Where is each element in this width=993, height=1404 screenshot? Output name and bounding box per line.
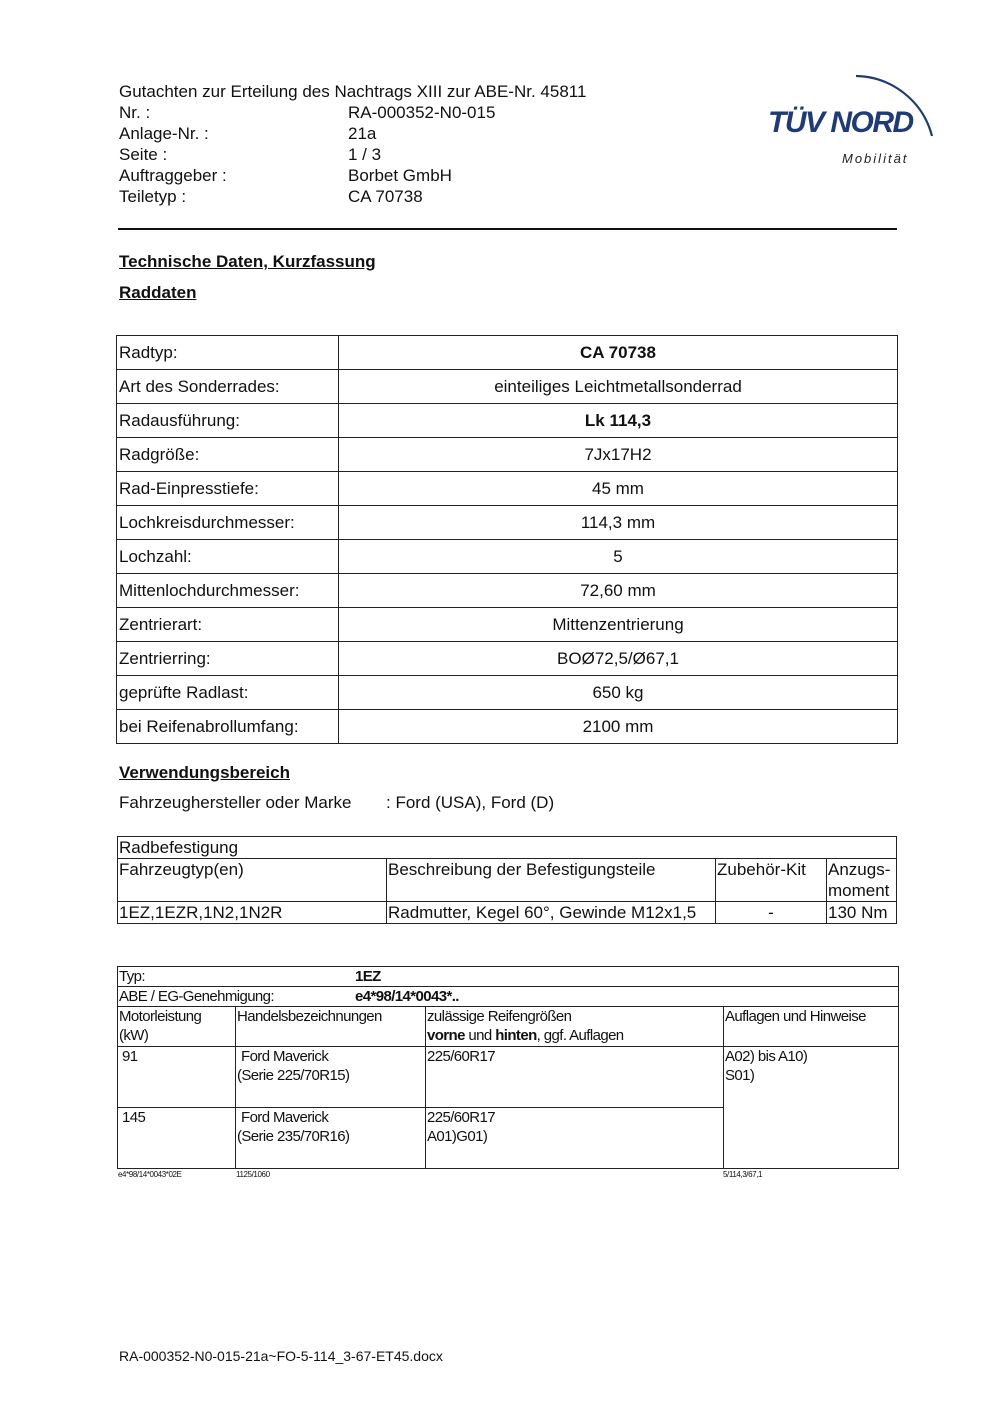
footnote-mid: 1125/1060	[236, 1170, 270, 1179]
header-field-seite	[119, 144, 586, 165]
table-cell-reifen	[426, 1047, 724, 1108]
table-cell-handel	[236, 1108, 426, 1169]
reifen-auflagen: A01)G01)	[427, 1128, 488, 1145]
typ-value: 1EZ	[355, 968, 381, 985]
document-title: Gutachten zur Erteilung des Nachtrags XIII zur ABE-Nr. 45811	[119, 82, 587, 101]
table-row	[118, 837, 897, 859]
table-cell-reifen	[426, 1108, 724, 1169]
table-row	[117, 472, 898, 506]
raddaten-label: Lochkreisdurchmesser:	[117, 506, 339, 540]
abe-row	[118, 987, 899, 1007]
raddaten-label: Radausführung:	[117, 404, 339, 438]
header-label: Teiletyp :	[119, 187, 187, 206]
raddaten-label: Mittenlochdurchmesser:	[117, 574, 339, 608]
raddaten-value: 72,60 mm	[339, 574, 898, 608]
page-footer-filename: RA-000352-N0-015-21a~FO-5-114_3-67-ET45.docx	[119, 1348, 443, 1364]
raddaten-label: Lochzahl:	[117, 540, 339, 574]
table-row	[118, 1047, 899, 1108]
raddaten-value: 650 kg	[339, 676, 898, 710]
raddaten-value: einteiliges Leichtmetallsonderrad	[339, 370, 898, 404]
auflagen-line2: S01)	[725, 1067, 755, 1084]
raddaten-table	[116, 335, 898, 744]
column-header: Anzugs-moment	[827, 859, 897, 902]
fahrzeughersteller-line	[119, 793, 554, 813]
radbefestigung-table	[117, 836, 897, 924]
raddaten-value: Lk 114,3	[339, 404, 898, 438]
section-heading-verwendung: Verwendungsbereich	[119, 763, 290, 782]
header-value: Borbet GmbH	[348, 166, 452, 185]
header-label: Nr. :	[119, 103, 151, 122]
table-row	[117, 676, 898, 710]
header-label: Anlage-Nr. :	[119, 124, 209, 143]
table-row	[118, 987, 899, 1007]
handel-serie: (Serie 235/70R16)	[237, 1128, 350, 1145]
table-row	[118, 859, 897, 902]
table-row	[117, 574, 898, 608]
table-row	[118, 902, 897, 924]
header-value: RA-000352-N0-015	[348, 103, 496, 122]
table-cell-auflagen	[724, 1047, 899, 1169]
typ-table	[117, 966, 899, 1169]
logo-subtitle: Mobilität	[842, 151, 909, 166]
reifen-hinten: hinten	[495, 1027, 537, 1044]
fahrzeughersteller-label: Fahrzeughersteller oder Marke	[119, 793, 352, 812]
table-row	[117, 438, 898, 472]
table-row	[117, 506, 898, 540]
table-cell: 1EZ,1EZR,1N2,1N2R	[118, 902, 387, 924]
document-header	[119, 81, 586, 207]
raddaten-value: 2100 mm	[339, 710, 898, 744]
column-header: Auflagen und Hinweise	[724, 1007, 899, 1047]
handel-name: Ford Maverick	[241, 1109, 329, 1126]
column-header: Fahrzeugtyp(en)	[118, 859, 387, 902]
column-header: Handelsbezeichnungen	[236, 1007, 426, 1047]
reifen-size: 225/60R17	[427, 1048, 495, 1065]
reifen-vorne: vorne	[427, 1027, 465, 1044]
table-row	[117, 370, 898, 404]
header-field-anlage	[119, 123, 586, 144]
typ-label: Typ:	[119, 968, 145, 985]
table-row	[117, 404, 898, 438]
raddaten-label: bei Reifenabrollumfang:	[117, 710, 339, 744]
radbefestigung-title: Radbefestigung	[118, 837, 897, 859]
column-header: Beschreibung der Befestigungsteile	[387, 859, 716, 902]
reifen-rest: , ggf. Auflagen	[536, 1027, 624, 1044]
header-value: 1 / 3	[348, 145, 382, 164]
raddaten-label: Radgröße:	[117, 438, 339, 472]
header-field-auftraggeber	[119, 165, 586, 186]
section-heading-technische: Technische Daten, Kurzfassung	[119, 252, 376, 271]
abe-value: e4*98/14*0043*..	[355, 988, 459, 1005]
table-row	[117, 642, 898, 676]
raddaten-value: 5	[339, 540, 898, 574]
footnote-right: 5/114,3/67,1	[723, 1170, 763, 1179]
table-cell-handel	[236, 1047, 426, 1108]
table-cell-kw: 91	[118, 1047, 236, 1108]
table-cell: Radmutter, Kegel 60°, Gewinde M12x1,5	[387, 902, 716, 924]
table-row	[118, 1007, 899, 1047]
footnote-left: e4*98/14*0043*02E	[118, 1170, 182, 1179]
raddaten-value: BOØ72,5/Ø67,1	[339, 642, 898, 676]
header-field-teiletyp	[119, 186, 586, 207]
raddaten-label: Art des Sonderrades:	[117, 370, 339, 404]
reifen-header-line1: zulässige Reifengrößen	[427, 1008, 572, 1025]
raddaten-label: geprüfte Radlast:	[117, 676, 339, 710]
table-row	[117, 710, 898, 744]
table-row	[118, 967, 899, 987]
column-header: Motorleistung (kW)	[118, 1007, 236, 1047]
table-cell: -	[716, 902, 827, 924]
handel-serie: (Serie 225/70R15)	[237, 1067, 350, 1084]
raddaten-value: CA 70738	[339, 336, 898, 370]
reifen-size: 225/60R17	[427, 1109, 495, 1126]
typ-row	[118, 967, 899, 987]
section-heading-raddaten: Raddaten	[119, 283, 197, 302]
header-value: CA 70738	[348, 187, 423, 206]
tuev-nord-logo	[764, 56, 944, 172]
table-row	[117, 608, 898, 642]
reifen-und: und	[464, 1027, 496, 1044]
raddaten-label: Zentrierart:	[117, 608, 339, 642]
header-label: Seite :	[119, 145, 168, 164]
table-cell: 130 Nm	[827, 902, 897, 924]
header-value: 21a	[348, 124, 377, 143]
column-header: Zubehör-Kit	[716, 859, 827, 902]
raddaten-value: 7Jx17H2	[339, 438, 898, 472]
handel-name: Ford Maverick	[241, 1048, 329, 1065]
table-cell-kw: 145	[118, 1108, 236, 1169]
reifen-header-line2	[427, 1026, 722, 1045]
raddaten-label: Radtyp:	[117, 336, 339, 370]
header-field-nr	[119, 102, 586, 123]
auflagen-line1: A02) bis A10)	[725, 1048, 808, 1065]
abe-label: ABE / EG-Genehmigung:	[119, 988, 274, 1005]
table-row	[117, 336, 898, 370]
header-label: Auftraggeber :	[119, 166, 227, 185]
raddaten-label: Zentrierring:	[117, 642, 339, 676]
fahrzeughersteller-value: : Ford (USA), Ford (D)	[386, 793, 555, 812]
table-row	[117, 540, 898, 574]
column-header-reifen	[426, 1007, 724, 1047]
raddaten-value: 114,3 mm	[339, 506, 898, 540]
raddaten-label: Rad-Einpresstiefe:	[117, 472, 339, 506]
header-divider	[118, 228, 897, 230]
raddaten-value: Mittenzentrierung	[339, 608, 898, 642]
logo-brand: TÜV NORD	[768, 106, 913, 139]
raddaten-value: 45 mm	[339, 472, 898, 506]
